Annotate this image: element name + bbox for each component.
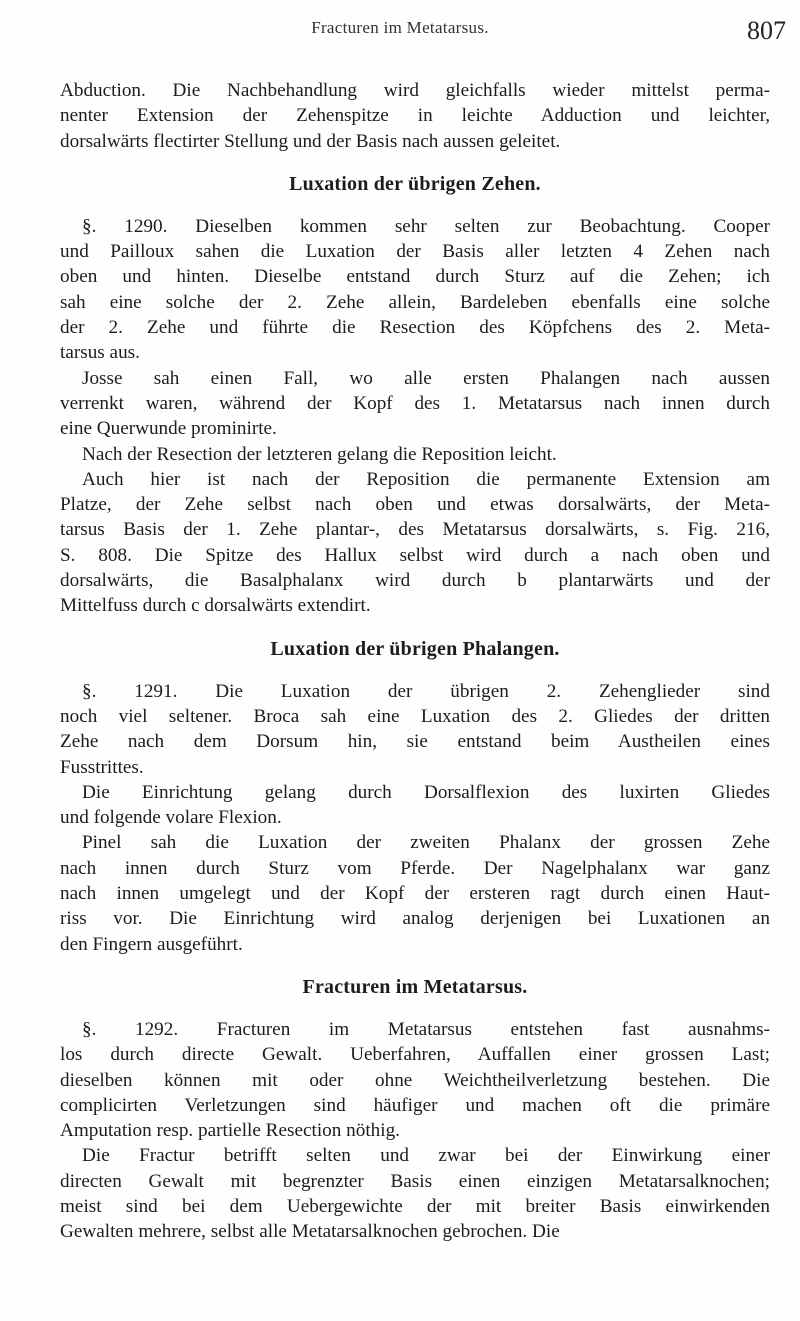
- section: [60, 154, 770, 619]
- text-line: §. 1292. Fracturen im Metatarsus entstehen fast ausnahms-: [82, 1018, 770, 1040]
- paragraph: [60, 1143, 770, 1244]
- text-line: Gewalten mehrere, selbst alle Metatarsalknochen gebrochen. Die: [60, 1221, 560, 1243]
- text-line: dieselben können mit oder ohne Weichtheilverletzung bestehen. Die: [60, 1069, 770, 1091]
- paragraph: [60, 214, 770, 366]
- paragraph: [60, 679, 770, 780]
- text-line: eine Querwunde prominirte.: [60, 418, 277, 440]
- text-line: Nach der Resection der letzteren gelang die Reposition leicht.: [82, 443, 557, 465]
- text-line: Die Fractur betrifft selten und zwar bei der Einwirkung einer: [82, 1145, 770, 1167]
- text-line: nach innen umgelegt und der Kopf der ersteren ragt durch einen Haut-: [60, 883, 770, 905]
- text-line: Fusstrittes.: [60, 756, 144, 778]
- text-line: Pinel sah die Luxation der zweiten Phalanx der grossen Zehe: [82, 832, 770, 854]
- section-heading: Luxation der übrigen Zehen.: [289, 172, 541, 195]
- text-line: tarsus Basis der 1. Zehe plantar-, des Metatarsus dorsalwärts, s. Fig. 216,: [60, 519, 770, 541]
- text-line: und Pailloux sahen die Luxation der Basis aller letzten 4 Zehen nach: [60, 241, 770, 263]
- text-line: §. 1290. Dieselben kommen sehr selten zur Beobachtung. Cooper: [82, 215, 770, 237]
- text-line: Amputation resp. partielle Resection nöthig.: [60, 1120, 400, 1142]
- text-line: Mittelfuss durch c dorsalwärts extendirt.: [60, 595, 371, 617]
- paragraph: [60, 830, 770, 956]
- text-line: tarsus aus.: [60, 342, 140, 364]
- text-line: meist sind bei dem Uebergewichte der mit breiter Basis einwirkenden: [60, 1195, 770, 1217]
- text-line: den Fingern ausgeführt.: [60, 933, 243, 955]
- text-line: Josse sah einen Fall, wo alle ersten Phalangen nach aussen: [82, 367, 770, 389]
- paragraph: [60, 1017, 770, 1143]
- paragraph: [60, 366, 770, 442]
- text-line: S. 808. Die Spitze des Hallux selbst wird durch a nach oben und: [60, 544, 770, 566]
- text-line: dorsalwärts flectirter Stellung und der Basis nach aussen geleitet.: [60, 130, 561, 152]
- paragraph: [60, 467, 770, 619]
- text-line: verrenkt waren, während der Kopf des 1. Metatarsus nach innen durch: [60, 392, 770, 414]
- page-header: [0, 14, 800, 54]
- text-line: noch viel seltener. Broca sah eine Luxation des 2. Gliedes der dritten: [60, 705, 770, 727]
- text-line: nach innen durch Sturz vom Pferde. Der Nagelphalanx war ganz: [60, 857, 770, 879]
- text-line: Abduction. Die Nachbehandlung wird gleichfalls wieder mittelst perma-: [60, 80, 770, 101]
- page-number: 807: [747, 16, 786, 45]
- paragraph: [60, 780, 770, 831]
- text-line: los durch directe Gewalt. Ueberfahren, Auffallen einer grossen Last;: [60, 1044, 770, 1066]
- text-line: Auch hier ist nach der Reposition die permanente Extension am: [82, 468, 770, 490]
- text-line: §. 1291. Die Luxation der übrigen 2. Zehenglieder sind: [82, 680, 770, 702]
- text-line: und folgende volare Flexion.: [60, 807, 282, 829]
- running-title: Fracturen im Metatarsus.: [311, 18, 489, 37]
- paragraph: [60, 442, 770, 467]
- text-line: complicirten Verletzungen sind häufiger und machen oft die primäre: [60, 1094, 770, 1116]
- text-line: nenter Extension der Zehenspitze in leichte Adduction und leichter,: [60, 105, 770, 127]
- section-heading: Luxation der übrigen Phalangen.: [270, 637, 560, 660]
- text-line: oben und hinten. Dieselbe entstand durch Sturz auf die Zehen; ich: [60, 266, 770, 288]
- text-line: der 2. Zehe und führte die Resection des Köpfchens des 2. Meta-: [60, 317, 770, 339]
- text-line: Die Einrichtung gelang durch Dorsalflexion des luxirten Gliedes: [82, 781, 770, 803]
- section: [60, 619, 770, 957]
- text-line: sah eine solche der 2. Zehe allein, Bardeleben ebenfalls eine solche: [60, 291, 770, 313]
- text-line: riss vor. Die Einrichtung wird analog derjenigen bei Luxationen an: [60, 908, 770, 930]
- text-line: Platze, der Zehe selbst nach oben und etwas dorsalwärts, der Meta-: [60, 494, 770, 516]
- section: [60, 957, 770, 1245]
- paragraph: [60, 78, 770, 154]
- body-text: [60, 78, 770, 1245]
- text-line: dorsalwärts, die Basalphalanx wird durch b plantarwärts und der: [60, 570, 770, 592]
- text-line: directen Gewalt mit begrenzter Basis einen einzigen Metatarsalknochen;: [60, 1170, 770, 1192]
- section-heading: Fracturen im Metatarsus.: [302, 975, 528, 998]
- text-line: Zehe nach dem Dorsum hin, sie entstand beim Austheilen eines: [60, 731, 770, 753]
- section: [60, 78, 770, 154]
